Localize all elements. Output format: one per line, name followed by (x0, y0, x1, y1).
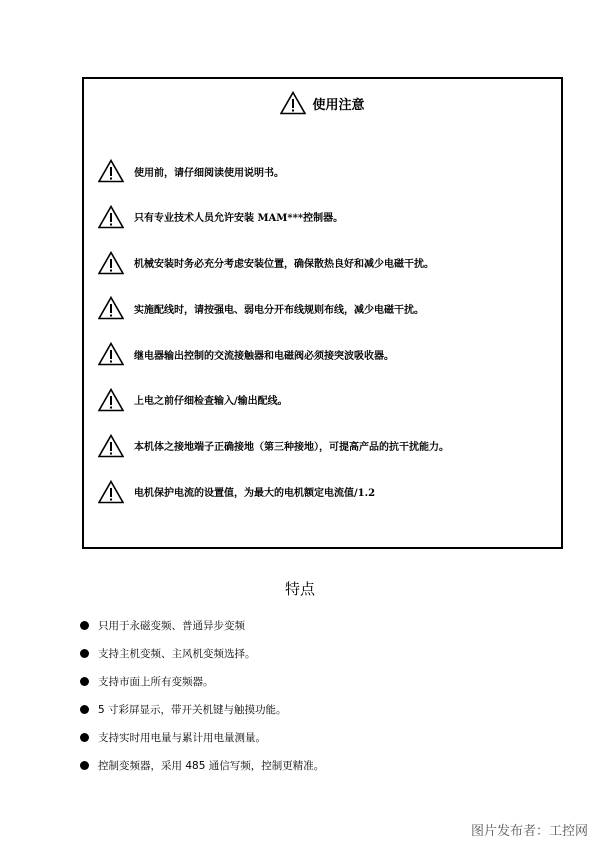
notice-text: 上电之前仔细检查输入/输出配线。 (134, 396, 288, 408)
notice-text: 使用前，请仔细阅读使用说明书。 (134, 167, 284, 179)
notice-text: 只有专业技术人员允许安装 MAM***控制器。 (134, 213, 344, 225)
feature-text: 控制变频器，采用 485 通信写频，控制更精准。 (98, 760, 325, 772)
notice-item (98, 157, 551, 185)
bullet-dot-icon (80, 621, 89, 630)
notice-text: 机械安装时务必充分考虑安装位置，确保散热良好和减少电磁干扰。 (134, 259, 434, 271)
bullet-dot-icon (80, 705, 89, 714)
notice-item (98, 249, 551, 277)
warning-triangle-icon (98, 388, 124, 412)
publisher-watermark: 图片发布者：工控网 (470, 824, 588, 839)
warning-triangle-icon (98, 342, 124, 366)
notice-item (98, 386, 551, 414)
feature-text: 支持市面上所有变频器。 (98, 676, 214, 688)
warning-triangle-icon (98, 159, 124, 183)
notice-item (98, 478, 551, 506)
notice-list (98, 157, 551, 523)
feature-text: 支持主机变频、主风机变频选择。 (98, 648, 256, 660)
notice-text: 本机体之接地端子正确接地（第三种接地），可提高产品的抗干扰能力。 (134, 442, 449, 454)
warning-triangle-icon (98, 251, 124, 275)
notice-header (84, 88, 561, 118)
notice-text: 继电器输出控制的交流接触器和电磁阀必须接突波吸收器。 (134, 350, 394, 362)
bullet-dot-icon (80, 677, 89, 686)
notice-item (98, 340, 551, 368)
bullet-dot-icon (80, 761, 89, 770)
notice-text: 电机保护电流的设置值，为最大的电机额定电流值/1.2 (134, 488, 376, 500)
feature-item (80, 617, 324, 634)
feature-item (80, 645, 324, 662)
feature-text: 支持实时用电量与累计用电量测量。 (98, 732, 266, 744)
bullet-dot-icon (80, 733, 89, 742)
feature-item (80, 757, 324, 774)
warning-triangle-icon (98, 296, 124, 320)
feature-text: 5 寸彩屏显示，带开关机键与触摸功能。 (98, 704, 287, 716)
feature-item (80, 673, 324, 690)
warning-triangle-icon (280, 91, 306, 115)
feature-text: 只用于永磁变频、普通异步变频 (98, 620, 245, 632)
bullet-dot-icon (80, 649, 89, 658)
notice-title: 使用注意 (312, 97, 365, 113)
feature-item (80, 701, 324, 718)
usage-notice-box (82, 77, 563, 549)
warning-triangle-icon (98, 205, 124, 229)
warning-triangle-icon (98, 434, 124, 458)
warning-triangle-icon (98, 480, 124, 504)
features-title: 特点 (284, 580, 315, 598)
notice-text: 实施配线时，请按强电、弱电分开布线规则布线，减少电磁干扰。 (134, 304, 424, 316)
features-list (80, 617, 324, 785)
feature-item (80, 729, 324, 746)
notice-item (98, 294, 551, 322)
notice-item (98, 203, 551, 231)
notice-item (98, 432, 551, 460)
